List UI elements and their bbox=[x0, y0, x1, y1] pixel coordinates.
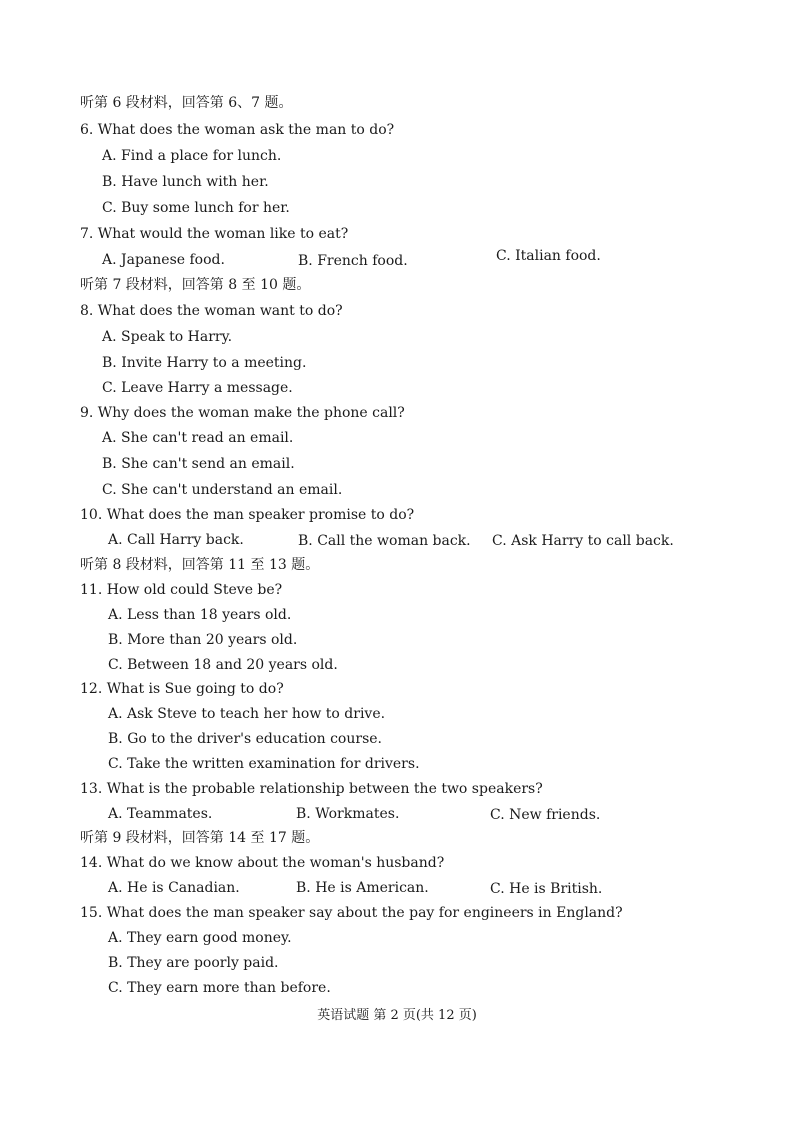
question-13-option-a: A. Teammates. bbox=[108, 806, 213, 822]
question-10-option-a: A. Call Harry back. bbox=[108, 532, 244, 548]
question-11-option-c: C. Between 18 and 20 years old. bbox=[108, 657, 338, 673]
question-6-option-a: A. Find a place for lunch. bbox=[102, 148, 282, 164]
page-footer: 英语试题 第 2 页(共 12 页) bbox=[317, 1008, 477, 1023]
section-6-heading: 听第 6 段材料，回答第 6、7 题。 bbox=[80, 95, 293, 111]
question-10-option-b: B. Call the woman back. bbox=[298, 533, 471, 549]
section-9-heading: 听第 9 段材料，回答第 14 至 17 题。 bbox=[80, 830, 320, 846]
question-8-option-c: C. Leave Harry a message. bbox=[102, 380, 293, 396]
question-11-option-a: A. Less than 18 years old. bbox=[108, 607, 292, 623]
question-15-option-a: A. They earn good money. bbox=[108, 930, 292, 946]
question-6-stem: 6. What does the woman ask the man to do? bbox=[80, 122, 395, 138]
question-9-option-a: A. She can't read an email. bbox=[102, 430, 294, 446]
question-8-stem: 8. What does the woman want to do? bbox=[80, 303, 343, 319]
question-6-option-c: C. Buy some lunch for her. bbox=[102, 200, 290, 216]
question-14-option-c: C. He is British. bbox=[490, 881, 603, 897]
question-13-option-b: B. Workmates. bbox=[296, 806, 400, 822]
question-10-option-c: C. Ask Harry to call back. bbox=[492, 533, 674, 549]
question-11-stem: 11. How old could Steve be? bbox=[80, 582, 283, 598]
section-7-heading: 听第 7 段材料，回答第 8 至 10 题。 bbox=[80, 277, 311, 293]
question-11-option-b: B. More than 20 years old. bbox=[108, 632, 298, 648]
question-12-option-b: B. Go to the driver's education course. bbox=[108, 731, 382, 747]
question-14-stem: 14. What do we know about the woman's husband? bbox=[80, 855, 445, 871]
question-13-option-c: C. New friends. bbox=[490, 807, 601, 823]
question-7-option-a: A. Japanese food. bbox=[102, 252, 225, 268]
question-10-stem: 10. What does the man speaker promise to do? bbox=[80, 507, 415, 523]
question-12-option-a: A. Ask Steve to teach her how to drive. bbox=[108, 706, 386, 722]
question-9-option-c: C. She can't understand an email. bbox=[102, 482, 343, 498]
question-8-option-b: B. Invite Harry to a meeting. bbox=[102, 355, 307, 371]
question-15-option-c: C. They earn more than before. bbox=[108, 980, 331, 996]
question-15-option-b: B. They are poorly paid. bbox=[108, 955, 279, 971]
question-14-option-b: B. He is American. bbox=[296, 880, 429, 896]
question-13-stem: 13. What is the probable relationship between the two speakers? bbox=[80, 781, 543, 797]
section-8-heading: 听第 8 段材料，回答第 11 至 13 题。 bbox=[80, 557, 320, 573]
question-12-option-c: C. Take the written examination for drivers. bbox=[108, 756, 420, 772]
question-7-option-b: B. French food. bbox=[298, 253, 408, 269]
question-9-option-b: B. She can't send an email. bbox=[102, 456, 295, 472]
question-12-stem: 12. What is Sue going to do? bbox=[80, 681, 284, 697]
question-6-option-b: B. Have lunch with her. bbox=[102, 174, 269, 190]
question-7-option-c: C. Italian food. bbox=[496, 248, 601, 264]
question-15-stem: 15. What does the man speaker say about the pay for engineers in England? bbox=[80, 905, 623, 921]
question-9-stem: 9. Why does the woman make the phone call? bbox=[80, 405, 405, 421]
question-7-stem: 7. What would the woman like to eat? bbox=[80, 226, 349, 242]
question-8-option-a: A. Speak to Harry. bbox=[102, 329, 233, 345]
question-14-option-a: A. He is Canadian. bbox=[108, 880, 240, 896]
